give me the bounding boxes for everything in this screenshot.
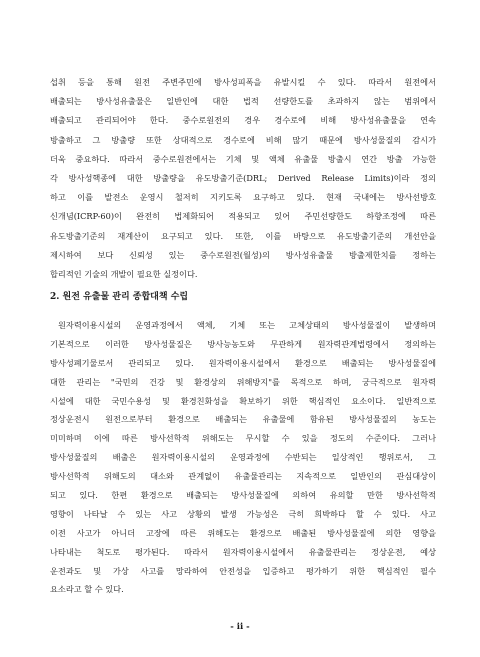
text-line: 각 방사성핵종에 대한 방출량을 유도방출기준(DRL; Derived Release Limits)이라 정의 <box>50 172 436 183</box>
text-line: 대한 관리는 "국민의 건강 및 환경상의 위해방지"를 목적으로 하며, 궁극적으로 원자력 <box>50 376 436 387</box>
page-number: - ii - <box>230 622 250 632</box>
intro-paragraph <box>50 77 436 288</box>
text-line: 배출되는 방사성유출물은 일반인에 대한 법적 선량한도를 초과하지 않는 범위에서 <box>50 96 436 107</box>
text-line: 요소라고 할 수 있다. <box>50 584 124 595</box>
text-line: 되고 있다. 한편 환경으로 배출되는 방사성물질에 의하여 유의할 만한 방사선학적 <box>50 490 436 501</box>
text-line: 유도방출기준의 재계산이 요구되고 있다. 또한, 이를 바탕으로 유도방출기준의 개선안을 <box>50 230 436 241</box>
text-line: 원자력이용시설의 운영과정에서 액체, 기체 또는 고체상태의 방사성물질이 발생하며 <box>58 320 436 330</box>
text-line: 하고 이를 발전소 운영시 철저히 지키도록 요구하고 있다. 현재 국내에는 방사선방호 <box>50 192 436 203</box>
section-heading: 2. 원전 유출물 관리 종합대책 수립 <box>50 292 189 302</box>
text-line: 섭취 등을 통해 원전 주변주민에 방사성피폭을 유발시킬 수 있다. 따라서 원전에서 <box>50 77 436 87</box>
text-line: 합리적인 기술의 개발이 필요한 실정이다. <box>50 268 198 279</box>
text-line: 이전 사고가 아니더 고장에 따른 위해도는 환경으로 배출된 방사성물질에 의한 영향을 <box>50 527 436 538</box>
text-line: 시설에 대한 국민수용성 및 환경친화성을 확보하기 위한 핵심적인 요소이다. 일반적으로 <box>50 395 436 406</box>
text-line: 방사성물질의 배출은 원자력이용시설의 운영과정에 수반되는 일상적인 행위로서, 그 <box>50 452 436 463</box>
text-line: 더욱 중요하다. 따라서 중수로원전에서는 기체 및 액체 유출물 방출시 연간 방출 가능한 <box>50 153 436 164</box>
text-line: 정상운전시 원전으로부터 환경으로 배출되는 유출물에 함유된 방사성물질의 농도는 <box>50 414 436 425</box>
text-line: 방사선학적 위해도의 대소와 관계없이 유출물관리는 지속적으로 일반인의 관심대상이 <box>50 471 436 482</box>
text-line: 신개념(ICRP-60)이 완전히 법제화되어 적용되고 있어 주민선량한도 하향조정에 따른 <box>50 211 436 222</box>
text-line: 방출하고 그 방출량 또한 상대적으로 경수로에 비해 많기 때문에 방사성물질의 감시가 <box>50 134 436 145</box>
text-line: 나타내는 척도로 평가된다. 따라서 원자력이용시설에서 유출물관리는 정상운전, 예상 <box>50 546 436 557</box>
text-line: 제시하여 보다 신뢰성 있는 중수로원전(월성)의 방사성유출물 방출제한치를 정하는 <box>50 249 436 260</box>
body-paragraph <box>50 320 436 603</box>
text-line: 영향이 나타날 수 있는 사고 상황의 발생 가능성은 극히 희박하다 할 수 있다. 사고 <box>50 508 436 519</box>
text-line: 운전과도 및 가상 사고를 망라하여 안전성을 입증하고 평가하기 위한 핵심적인 필수 <box>50 565 436 576</box>
text-line: 배출되고 관리되어야 한다. 중수로원전의 경우 경수로에 비해 방사성유출물을 연속 <box>50 115 436 126</box>
text-line: 미미하며 이에 따른 방사선학적 위해도는 무시할 수 있을 정도의 수준이다. 그러나 <box>50 433 436 444</box>
text-line: 방사성폐기물로서 관리되고 있다. 원자력이용시설에서 환경으로 배출되는 방사성물질에 <box>50 357 436 368</box>
text-line: 기본적으로 이러한 방사성물질은 방사능농도와 무관하게 원자력관계법령에서 정의하는 <box>50 338 436 349</box>
